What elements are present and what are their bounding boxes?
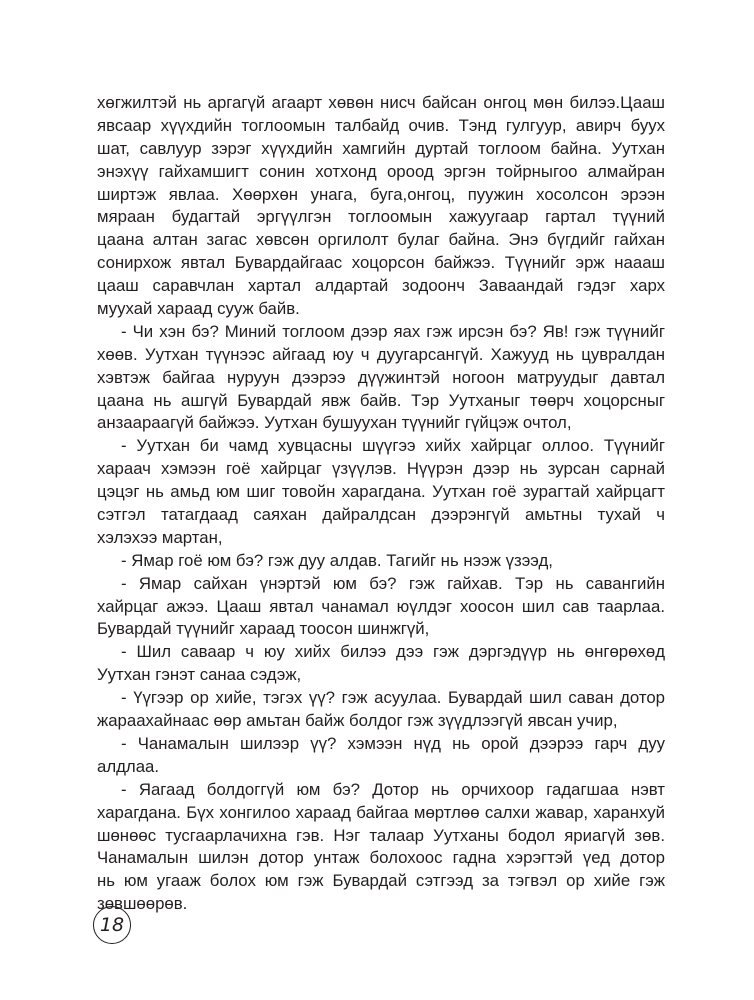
text-line: - Яагаад болдоггүй юм бэ? Дотор нь орчихоор гадагшаа нэвт bbox=[121, 779, 665, 799]
text-line: зөвшөөрөв. bbox=[97, 894, 188, 914]
paragraph bbox=[97, 321, 665, 435]
text-line: хайрцаг ажээ. Цааш явтал чанамал юүлдэг хоосон шил сав таарлаа. bbox=[97, 596, 665, 616]
paragraph bbox=[97, 687, 665, 733]
text-line: хараач хэмээн гоё хайрцаг үзүүлэв. Нүүрэн дээр нь зурсан сарнай bbox=[97, 459, 665, 479]
text-line: анзаараагүй байжээ. Уутхан бушуухан түүнийг гүйцэж очтол, bbox=[97, 413, 572, 433]
paragraph bbox=[97, 641, 665, 687]
body-text bbox=[97, 92, 665, 916]
paragraph bbox=[97, 550, 665, 573]
text-line: - Уутхан би чамд хувцасны шүүгээ хийх хайрцаг оллоо. Түүнийг bbox=[121, 436, 665, 456]
text-line: - Үүгээр ор хийе, тэгэх үү? гэж асуулаа. Бувардай шил саван дотор bbox=[121, 688, 665, 708]
text-line: - Чанамалын шилээр үү? хэмээн нүд нь орой дээрээ гарч дуу bbox=[121, 733, 665, 753]
paragraph bbox=[97, 779, 665, 916]
text-line: жараахайнаас өөр амьтан байж болдог гэж зүүдлээгүй явсан учир, bbox=[97, 711, 618, 731]
text-line: шөнөөс тусгаарлачихна гэв. Нэг талаар Уутханы бодол яриагүй зөв. bbox=[97, 825, 665, 845]
text-line: - Ямар гоё юм бэ? гэж дуу алдав. Тагийг нь нээж үзээд, bbox=[121, 550, 553, 570]
text-line: сонирхож явтал Бувардайгаас хоцорсон байжээ. Түүнийг эрж наааш bbox=[97, 253, 665, 273]
text-line: явсаар хүүхдийн тоглоомын талбайд очив. Тэнд гулгуур, авирч буух bbox=[97, 115, 665, 135]
text-line: хөгжилтэй нь аргагүй агаарт хөвөн нисч байсан онгоц мөн билээ.Цааш bbox=[97, 93, 665, 112]
paragraph bbox=[97, 435, 665, 549]
text-line: цаана алтан загас хөвсөн оргилолт булаг байна. Энэ бүгдийг гайхан bbox=[97, 230, 665, 250]
text-line: харагдана. Бүх хонгилоо хараад байгаа мөртлөө салхи жавар, харанхуй bbox=[97, 802, 665, 822]
text-line: Чанамалын шилэн дотор унтаж болохоос гадна хэрэгтэй үед дотор bbox=[97, 848, 665, 868]
text-line: - Чи хэн бэ? Миний тоглоом дээр яах гэж ирсэн бэ? Яв! гэж түүнийг bbox=[121, 321, 665, 341]
text-line: цэцэг нь амьд юм шиг товойн харагдана. Уутхан гоё зурагтай хайрцагт bbox=[97, 482, 665, 502]
text-line: шат, савлуур зэрэг хүүхдийн хамгийн дуртай тоглоом байна. Уутхан bbox=[97, 138, 665, 158]
text-line: хөөв. Уутхан түүнээс айгаад юу ч дуугарсангүй. Хажууд нь цувралдан bbox=[97, 344, 665, 364]
text-line: цаана нь ашгүй Бувардай явж байв. Тэр Уутханыг төөрч хоцорсныг bbox=[97, 390, 665, 410]
text-line: нь юм угааж болох юм гэж Бувардай сэтгээд за тэгвэл ор хийе гэж bbox=[97, 871, 665, 891]
text-line: муухай хараад сууж байв. bbox=[97, 299, 300, 319]
text-line: хэлэхээ мартан, bbox=[97, 527, 223, 547]
paragraph bbox=[97, 733, 665, 779]
text-line: ширтэж явлаа. Хөөрхөн унага, буга,онгоц, пуужин хосолсон эрээн bbox=[97, 184, 665, 204]
text-line: хэвтэж байгаа нуруун дээрээ дүүжинтэй ногоон матруудыг давтал bbox=[97, 367, 665, 387]
text-line: энэхүү гайхамшигт сонин хотхонд ороод эргэн тойрныгоо алмайран bbox=[97, 161, 665, 181]
text-line: Бувардай түүнийг хараад тоосон шинжгүй, bbox=[97, 619, 430, 639]
paragraph bbox=[97, 92, 665, 321]
paragraph bbox=[97, 573, 665, 642]
text-line: мяраан будагтай эргүүлгэн тоглоомын хажуугаар гартал түүний bbox=[97, 207, 665, 227]
text-line: алдлаа. bbox=[97, 756, 160, 776]
text-line: цааш саравчлан хартал алдартай зодоонч Заваандай гэдэг харх bbox=[97, 276, 665, 296]
text-line: Уутхан гэнэт санаа сэдэж, bbox=[97, 665, 302, 685]
page-number: 18 bbox=[93, 906, 131, 944]
text-line: сэтгэл татагдаад саяхан дайралдсан дээрэнгүй амьтны тухай ч bbox=[97, 505, 665, 525]
text-line: - Ямар сайхан үнэртэй юм бэ? гэж гайхав. Тэр нь савангийн bbox=[121, 573, 665, 593]
text-line: - Шил саваар ч юу хийх билээ дээ гэж дэргэдүүр нь өнгөрөхөд bbox=[121, 642, 665, 662]
